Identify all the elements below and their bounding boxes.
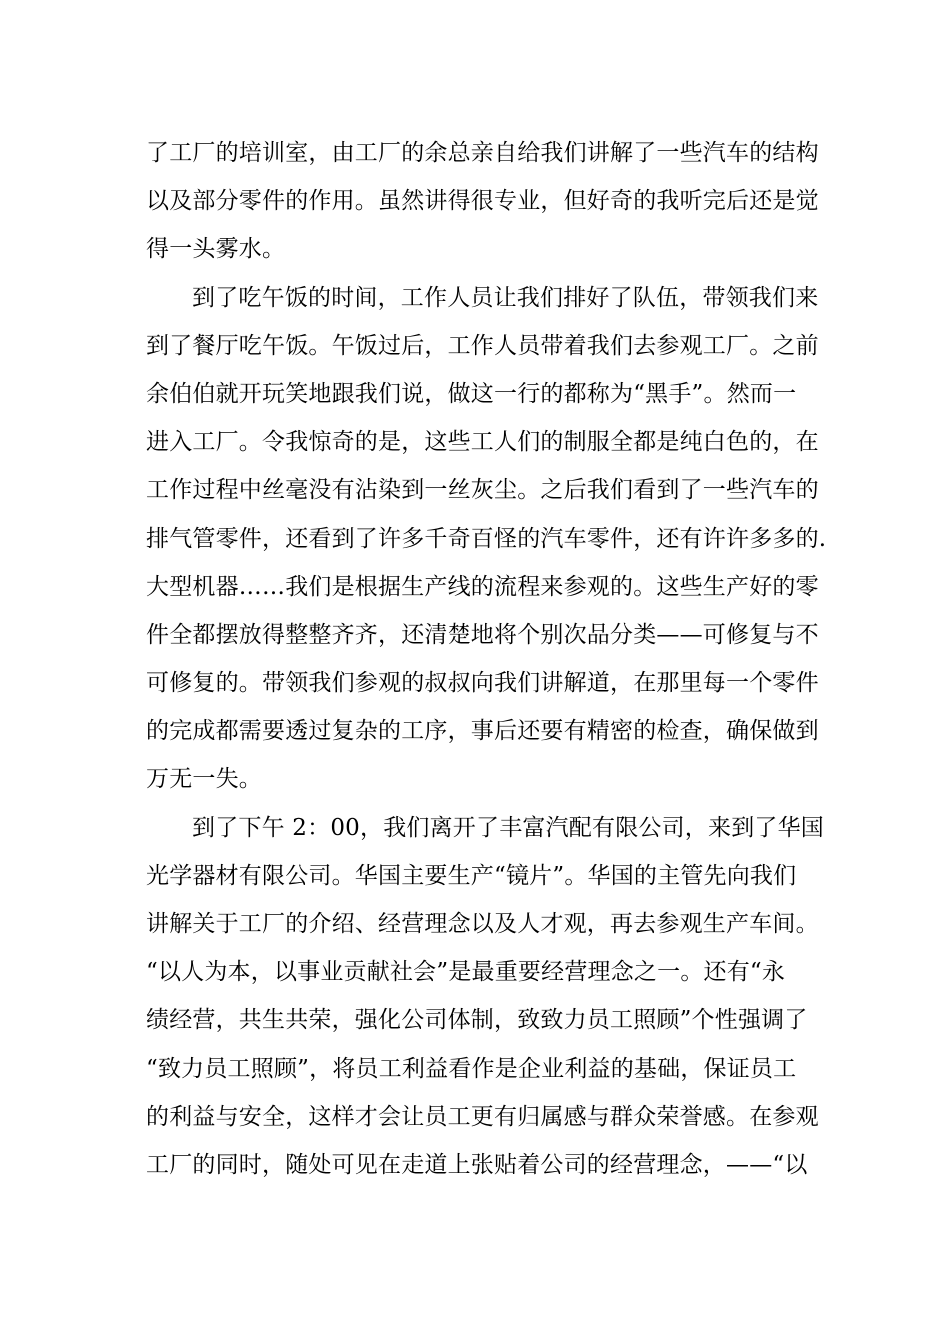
body-text xyxy=(146,129,827,1189)
text-line: 的完成都需要透过复杂的工序，事后还要有精密的检查，确保做到 xyxy=(146,718,819,745)
text-line: 以及部分零件的作用。虽然讲得很专业，但好奇的我听完后还是觉 xyxy=(146,188,819,215)
text-line: 讲解关于工厂的介绍、经营理念以及人才观，再去参观生产车间。 xyxy=(146,911,819,937)
text-line: 了工厂的培训室，由工厂的余总亲自给我们讲解了一些汽车的结构 xyxy=(146,140,819,166)
text-line: 工作过程中丝毫没有沾染到一丝灰尘。之后我们看到了一些汽车的 xyxy=(146,477,819,504)
paragraph xyxy=(146,129,819,274)
text-line: 得一头雾水。 xyxy=(146,236,286,263)
text-line: 工厂的同时，随处可见在走道上张贴着公司的经营理念，——“以 xyxy=(146,1151,808,1178)
paragraph xyxy=(146,804,825,1190)
text-line: 大型机器……我们是根据生产线的流程来参观的。这些生产好的零 xyxy=(146,573,819,600)
text-line: 到了餐厅吃午饭。午饭过后，工作人员带着我们去参观工厂。之前 xyxy=(146,332,819,359)
text-line: 进入工厂。令我惊奇的是，这些工人们的制服全都是纯白色的，在 xyxy=(146,429,819,456)
text-line: 到了下午 2：00，我们离开了丰富汽配有限公司，来到了华国 xyxy=(192,814,825,841)
paragraph xyxy=(146,274,827,804)
text-line: “以人为本，以事业贡献社会”是最重要经营理念之一。还有“永 xyxy=(146,959,786,986)
text-line: 到了吃午饭的时间，工作人员让我们排好了队伍，带领我们来 xyxy=(192,284,819,311)
text-line: 光学器材有限公司。华国主要生产“镜片”。华国的主管先向我们 xyxy=(146,862,797,889)
text-line: 件全都摆放得整整齐齐，还清楚地将个别次品分类——可修复与不 xyxy=(146,621,819,648)
text-line: 可修复的。带领我们参观的叔叔向我们讲解道，在那里每一个零件 xyxy=(146,670,819,697)
text-line: 排气管零件，还看到了许多千奇百怪的汽车零件，还有许许多多的. xyxy=(146,525,827,552)
text-line: 的利益与安全，这样才会让员工更有归属感与群众荣誉感。在参观 xyxy=(146,1103,819,1130)
text-line: “致力员工照顾”，将员工利益看作是企业利益的基础，保证员工 xyxy=(146,1055,797,1082)
text-line: 万无一失。 xyxy=(146,766,262,793)
text-line: 余伯伯就开玩笑地跟我们说，做这一行的都称为“黑手”。然而一 xyxy=(146,380,797,407)
text-line: 绩经营，共生共荣，强化公司体制，致致力员工照顾”个性强调了 xyxy=(146,1007,808,1034)
